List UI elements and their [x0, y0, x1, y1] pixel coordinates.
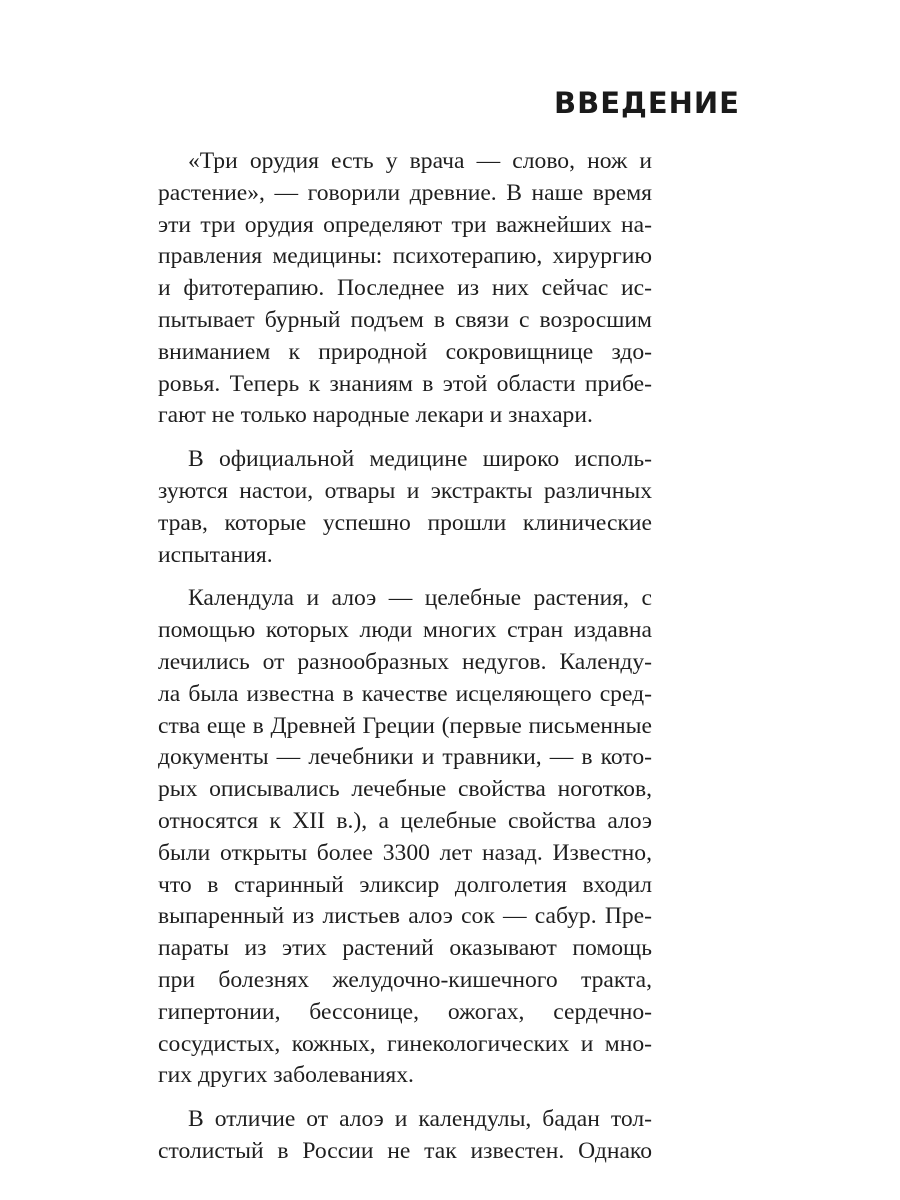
text-line: «Три орудия есть у врача — слово, нож и — [188, 148, 652, 174]
paragraph-3 — [158, 583, 652, 1092]
text-line: лечились от разнообразных недугов. Календу- — [158, 648, 652, 675]
chapter-heading: ВВЕДЕНИЕ — [553, 86, 740, 120]
text-line: испытания. — [158, 541, 273, 568]
text-line: что в старинный эликсир долголетия входил — [158, 871, 652, 898]
text-line: относятся к XII в.), а целебные свойства алоэ — [158, 807, 652, 834]
paragraph-4 — [158, 1104, 652, 1168]
text-line: растение», — говорили древние. В наше время — [158, 179, 652, 206]
text-line: столистый в России не так известен. Однако — [158, 1137, 652, 1164]
text-line: помощью которых люди многих стран издавна — [158, 617, 652, 644]
text-line: трав, которые успешно прошли клинические — [158, 509, 652, 536]
text-line: В отличие от алоэ и календулы, бадан тол- — [188, 1106, 652, 1133]
text-line: документы — лечебники и травники, — в кото- — [158, 744, 652, 771]
text-line: при болезнях желудочно-кишечного тракта, — [158, 966, 652, 993]
text-line: ровья. Теперь к знаниям в этой области прибе- — [158, 370, 652, 397]
text-line: сосудистых, кожных, гинекологических и мно- — [158, 1030, 652, 1057]
text-line: ла была известна в качестве исцеляющего сред- — [158, 680, 652, 707]
text-line: эти три орудия определяют три важнейших на- — [158, 211, 652, 238]
text-line: правления медицины: психотерапию, хирургию — [158, 243, 652, 270]
paragraph-1 — [158, 146, 652, 432]
text-line: ства еще в Древней Греции (первые письменные — [158, 712, 652, 739]
text-line: гипертонии, бессонице, ожогах, сердечно- — [158, 998, 652, 1025]
text-line: В официальной медицине широко исполь- — [188, 446, 652, 473]
text-line: рых описывались лечебные свойства ноготков, — [158, 776, 652, 803]
text-line: пытывает бурный подъем в связи с возросшим — [158, 306, 652, 333]
text-line: параты из этих растений оказывают помощь — [158, 935, 652, 962]
text-line: вниманием к природной сокровищнице здо- — [158, 338, 652, 365]
text-line: зуются настои, отвары и экстракты различных — [158, 477, 652, 504]
text-line: и фитотерапию. Последнее из них сейчас ис- — [158, 275, 652, 302]
text-line: Календула и алоэ — целебные растения, с — [188, 585, 652, 612]
text-line: были открыты более 3300 лет назад. Известно, — [158, 839, 652, 866]
paragraph-2 — [158, 444, 652, 571]
text-line: выпаренный из листьев алоэ сок — сабур. Пре- — [158, 903, 652, 930]
text-line: гают не только народные лекари и знахари. — [158, 402, 593, 429]
text-line: гих других заболеваниях. — [158, 1062, 414, 1089]
body-text — [158, 146, 652, 1168]
